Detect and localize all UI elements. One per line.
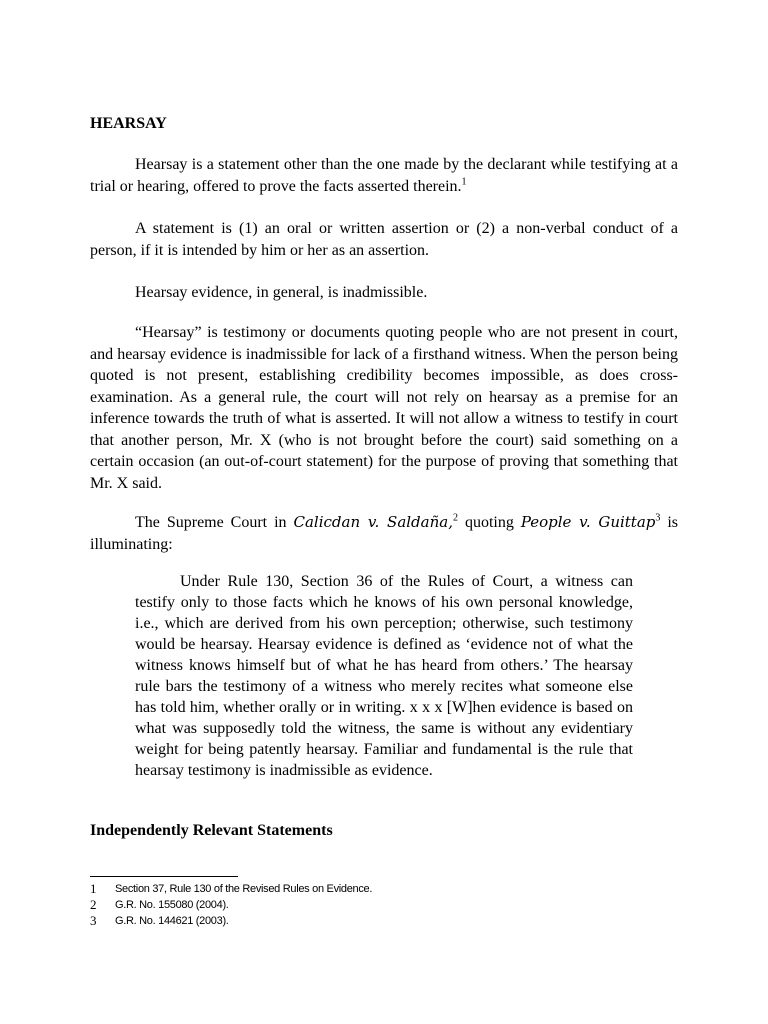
block-quote: Under Rule 130, Section 36 of the Rules of Court, a witness can testify only to those facts which he knows of his own personal knowledge, i.e., which are derived from his own perception; otherwise, such testimony would be hearsay. Hearsay evidence is defined as ‘evidence not of what the witness knows himself but of what he has heard from others.’ The hearsay rule bars the testimony of a witness who merely recites what someone else has told him, whether orally or in writing. x x x [W]hen evidence is based on what was supposedly told the witness, the same is without any evidentiary weight for being patently hearsay. Familiar and fundamental is the rule that hearsay testimony is inadmissible as evidence.: [135, 573, 633, 779]
paragraph-hearsay-explanation: “Hearsay” is testimony or documents quoting people who are not present in court, and hearsay evidence is inadmissible for lack of a firsthand witness. When the person being quoted is not present, establishing credibility becomes impossible, as does cross-examination. As a general rule, the court will not rely on hearsay as a premise for an inference towards the truth of what is asserted. It will not allow a witness to testify in court that another person, Mr. X (who is not brought before the court) said something on a certain occasion (an out-of-court statement) for the purpose of proving that something that Mr. X said.: [90, 324, 678, 492]
footnote-text: Section 37, Rule 130 of the Revised Rules on Evidence.: [115, 883, 373, 895]
footnote-ref-2[interactable]: 2: [452, 512, 458, 524]
paragraph-hearsay-definition: [90, 154, 678, 197]
footnote-number: 3: [90, 913, 97, 928]
footnote-item: [90, 897, 678, 913]
paragraph-supreme-court: [90, 512, 678, 555]
footnotes-list: [90, 881, 678, 929]
case-citation-guittap: People v. Guittap: [520, 513, 656, 531]
footnote-ref-1[interactable]: 1: [461, 176, 467, 188]
footnote-number: 1: [90, 881, 97, 896]
paragraph-tail-text: is illuminating:: [90, 514, 679, 553]
footnote-ref-3[interactable]: 3: [655, 512, 661, 524]
footnote-item: [90, 913, 678, 929]
footnote-text: G.R. No. 155080 (2004).: [115, 899, 229, 911]
footnote-item: [90, 881, 678, 897]
footnote-text: G.R. No. 144621 (2003).: [115, 915, 229, 927]
document-page: [90, 0, 678, 1024]
paragraph-statement-definition: A statement is (1) an oral or written assertion or (2) a non-verbal conduct of a person, if it is intended by him or her as an assertion.: [90, 220, 678, 259]
paragraph-text: Hearsay is a statement other than the one made by the declarant while testifying at a trial or hearing, offered to prove the facts asserted therein.: [90, 156, 678, 195]
section-subheading: Independently Relevant Statements: [90, 822, 333, 839]
paragraph-mid-text: quoting: [457, 514, 521, 531]
document-title: HEARSAY: [90, 115, 167, 132]
footnote-number: 2: [90, 897, 97, 912]
footnote-divider: [90, 876, 238, 877]
case-citation-calicdan: Calicdan v. Saldaña,: [293, 513, 453, 531]
paragraph-lead-text: The Supreme Court in: [135, 514, 294, 531]
paragraph-inadmissible: Hearsay evidence, in general, is inadmissible.: [135, 284, 428, 301]
